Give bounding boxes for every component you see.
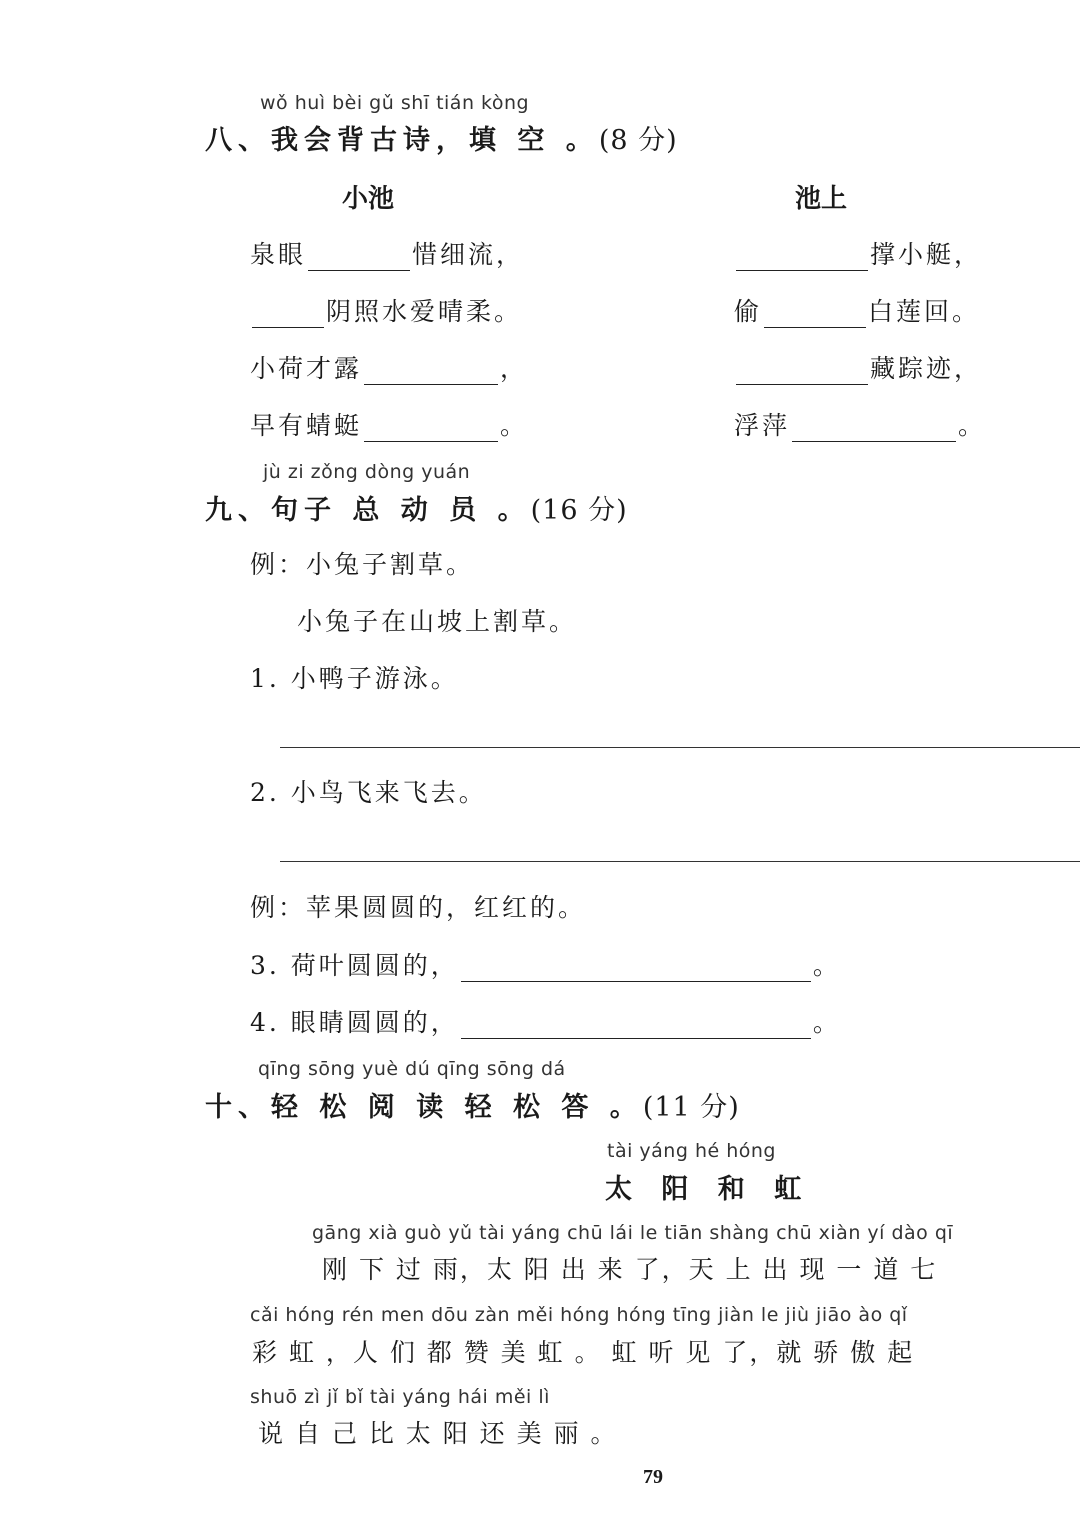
sec10-pinyin: qīng sōng yuè dú qīng sōng dá bbox=[258, 1058, 566, 1080]
poem1-line-2-end: 阴照水爱晴柔。 bbox=[326, 297, 523, 326]
poem1-line-3-end: ， bbox=[500, 354, 529, 383]
poem2-line-2-start: 偷 bbox=[734, 297, 763, 326]
sec9-example-2: 例：苹果圆圆的，红红的。 bbox=[250, 893, 587, 922]
sec9-blank-3[interactable] bbox=[461, 955, 811, 982]
reading-line-2-pinyin: cǎi hóng rén men dōu zàn měi hóng hóng tīng jiàn le jiù jiāo ào qǐ bbox=[250, 1304, 908, 1326]
poem1-line-1-start: 泉眼 bbox=[250, 240, 307, 269]
poem1-line-4-start: 早有蜻蜓 bbox=[250, 411, 363, 440]
sec9-score: (16 分) bbox=[530, 495, 628, 526]
poem1-blank-2[interactable] bbox=[252, 301, 324, 328]
sec10-score: (11 分) bbox=[642, 1092, 740, 1123]
sec10-heading bbox=[205, 1085, 740, 1124]
poem2-line-3-end: 藏踪迹， bbox=[870, 354, 983, 383]
poem2-title: 池上 bbox=[795, 184, 848, 214]
reading-line-3-pinyin: shuō zì jǐ bǐ tài yáng hái měi lì bbox=[250, 1386, 550, 1408]
poem1-line-4 bbox=[250, 406, 528, 442]
sec9-title: 九、句子 总 动 员 。 bbox=[205, 495, 531, 526]
reading-line-3: 说 自 己 比 太 阳 还 美 丽 。 bbox=[258, 1419, 618, 1448]
poem2-blank-3[interactable] bbox=[736, 358, 868, 385]
sec9-question-3-end: 。 bbox=[812, 951, 841, 980]
poem2-line-4-end: 。 bbox=[958, 411, 987, 440]
sec9-blank-4[interactable] bbox=[461, 1012, 811, 1039]
poem1-line-4-end: 。 bbox=[500, 411, 529, 440]
reading-line-1-pinyin: gāng xià guò yǔ tài yáng chū lái le tiān shàng chū xiàn yí dào qī bbox=[312, 1222, 954, 1244]
poem2-line-4 bbox=[734, 406, 986, 442]
reading-line-2: 彩 虹 ，人 们 都 赞 美 虹 。 虹 听 见 了，就 骄 傲 起 bbox=[252, 1338, 915, 1367]
poem2-blank-2[interactable] bbox=[764, 301, 866, 328]
sec9-example-1-answer: 小兔子在山坡上割草。 bbox=[297, 607, 578, 636]
story-title-pinyin: tài yáng hé hóng bbox=[607, 1140, 776, 1162]
sec9-example-1: 例：小兔子割草。 bbox=[250, 550, 475, 579]
sec9-question-4 bbox=[250, 1003, 841, 1039]
sec9-question-4-text: 4. 眼睛圆圆的， bbox=[250, 1008, 459, 1037]
poem1-line-1-end: 惜细流， bbox=[412, 240, 525, 269]
sec8-title: 八、我会背古诗，填 空 。 bbox=[205, 125, 599, 156]
poem2-blank-1[interactable] bbox=[736, 244, 868, 271]
poem2-line-1-end: 撑小艇， bbox=[870, 240, 983, 269]
poem2-line-4-start: 浮萍 bbox=[734, 411, 791, 440]
poem1-blank-1[interactable] bbox=[308, 244, 410, 271]
poem2-line-2-end: 白莲回。 bbox=[868, 297, 981, 326]
sec9-question-3-text: 3. 荷叶圆圆的， bbox=[250, 951, 459, 980]
sec9-question-1: 1. 小鸭子游泳。 bbox=[250, 664, 459, 693]
poem1-blank-4[interactable] bbox=[364, 415, 498, 442]
sec8-score: (8 分) bbox=[598, 125, 678, 156]
poem2-line-3 bbox=[734, 349, 982, 385]
sec9-pinyin: jù zi zǒng dòng yuán bbox=[263, 461, 471, 483]
reading-line-1: 刚 下 过 雨，太 阳 出 来 了，天 上 出 现 一 道 七 bbox=[322, 1255, 938, 1284]
poem1-line-3 bbox=[250, 349, 528, 385]
sec9-heading bbox=[205, 488, 628, 527]
poem1-title: 小池 bbox=[342, 184, 395, 214]
sec9-question-3 bbox=[250, 946, 841, 982]
poem1-blank-3[interactable] bbox=[364, 358, 498, 385]
poem1-line-1 bbox=[250, 235, 524, 271]
story-title: 太 阳 和 虹 bbox=[605, 1174, 812, 1205]
sec8-pinyin: wǒ huì bèi gǔ shī tián kòng bbox=[260, 92, 530, 114]
sec10-title: 十、轻 松 阅 读 轻 松 答 。 bbox=[205, 1092, 643, 1123]
poem1-line-3-start: 小荷才露 bbox=[250, 354, 363, 383]
sec9-answer-line-1[interactable] bbox=[280, 747, 1080, 748]
sec9-question-4-end: 。 bbox=[812, 1008, 841, 1037]
poem2-line-1 bbox=[734, 235, 982, 271]
poem2-line-2 bbox=[734, 292, 980, 328]
poem1-line-2 bbox=[250, 292, 522, 328]
page-number: 79 bbox=[643, 1466, 663, 1488]
sec8-heading bbox=[205, 118, 678, 157]
sec9-question-2: 2. 小鸟飞来飞去。 bbox=[250, 778, 487, 807]
sec9-answer-line-2[interactable] bbox=[280, 861, 1080, 862]
poem2-blank-4[interactable] bbox=[792, 415, 956, 442]
